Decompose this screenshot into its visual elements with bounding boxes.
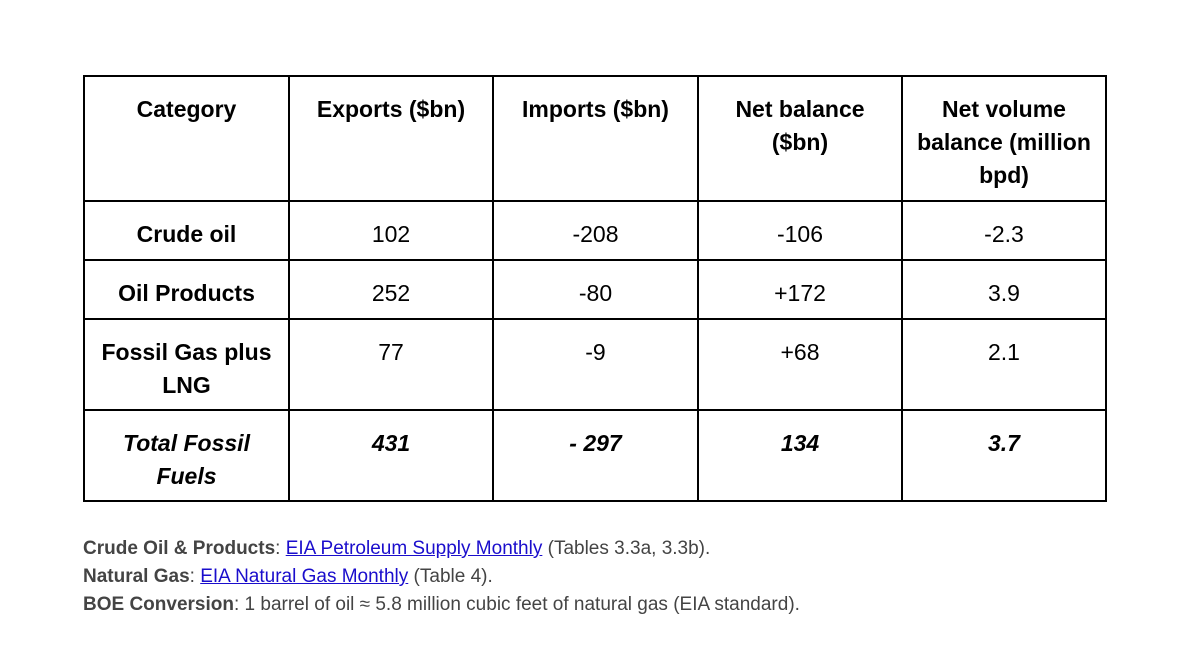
note-crude-oil: [83, 535, 800, 563]
eia-natural-gas-link[interactable]: EIA Natural Gas Monthly: [200, 566, 409, 587]
total-category-cell: Total Fossil Fuels: [84, 410, 289, 501]
exports-cell: 77: [289, 319, 493, 410]
note-text: (Table 4).: [408, 566, 493, 587]
category-cell: Fossil Gas plus LNG: [84, 319, 289, 410]
imports-cell: -208: [493, 201, 698, 260]
note-separator: :: [189, 566, 201, 587]
note-text: 1 barrel of oil ≈ 5.8 million cubic feet of natural gas (EIA standard).: [244, 594, 800, 615]
total-net-volume-cell: 3.7: [902, 410, 1106, 501]
category-cell: Crude oil: [84, 201, 289, 260]
header-net-volume: Net volume balance (million bpd): [902, 76, 1106, 201]
imports-cell: -9: [493, 319, 698, 410]
note-key: Natural Gas: [83, 566, 190, 587]
table-row: [84, 201, 1106, 260]
net-volume-cell: 3.9: [902, 260, 1106, 319]
table-row: [84, 260, 1106, 319]
header-exports: Exports ($bn): [289, 76, 493, 201]
eia-petroleum-supply-link[interactable]: EIA Petroleum Supply Monthly: [285, 538, 543, 559]
table-row: [84, 319, 1106, 410]
note-boe-conversion: [83, 591, 800, 619]
net-balance-cell: -106: [698, 201, 902, 260]
total-net-balance-cell: 134: [698, 410, 902, 501]
note-key: Crude Oil & Products: [83, 538, 276, 559]
note-key: BOE Conversion: [83, 594, 234, 615]
net-balance-cell: +172: [698, 260, 902, 319]
total-imports-cell: - 297: [493, 410, 698, 501]
table-header-row: [84, 76, 1106, 201]
total-row: [84, 410, 1106, 501]
note-text: (Tables 3.3a, 3.3b).: [542, 538, 711, 559]
header-category: Category: [84, 76, 289, 201]
note-natural-gas: [83, 563, 800, 591]
header-net-balance: Net balance ($bn): [698, 76, 902, 201]
net-volume-cell: 2.1: [902, 319, 1106, 410]
total-exports-cell: 431: [289, 410, 493, 501]
net-balance-cell: +68: [698, 319, 902, 410]
exports-cell: 252: [289, 260, 493, 319]
header-imports: Imports ($bn): [493, 76, 698, 201]
category-cell: Oil Products: [84, 260, 289, 319]
exports-cell: 102: [289, 201, 493, 260]
net-volume-cell: -2.3: [902, 201, 1106, 260]
note-separator: :: [233, 594, 245, 615]
trade-balance-table: [83, 75, 1107, 502]
source-notes: [83, 535, 800, 619]
imports-cell: -80: [493, 260, 698, 319]
note-separator: :: [275, 538, 286, 559]
